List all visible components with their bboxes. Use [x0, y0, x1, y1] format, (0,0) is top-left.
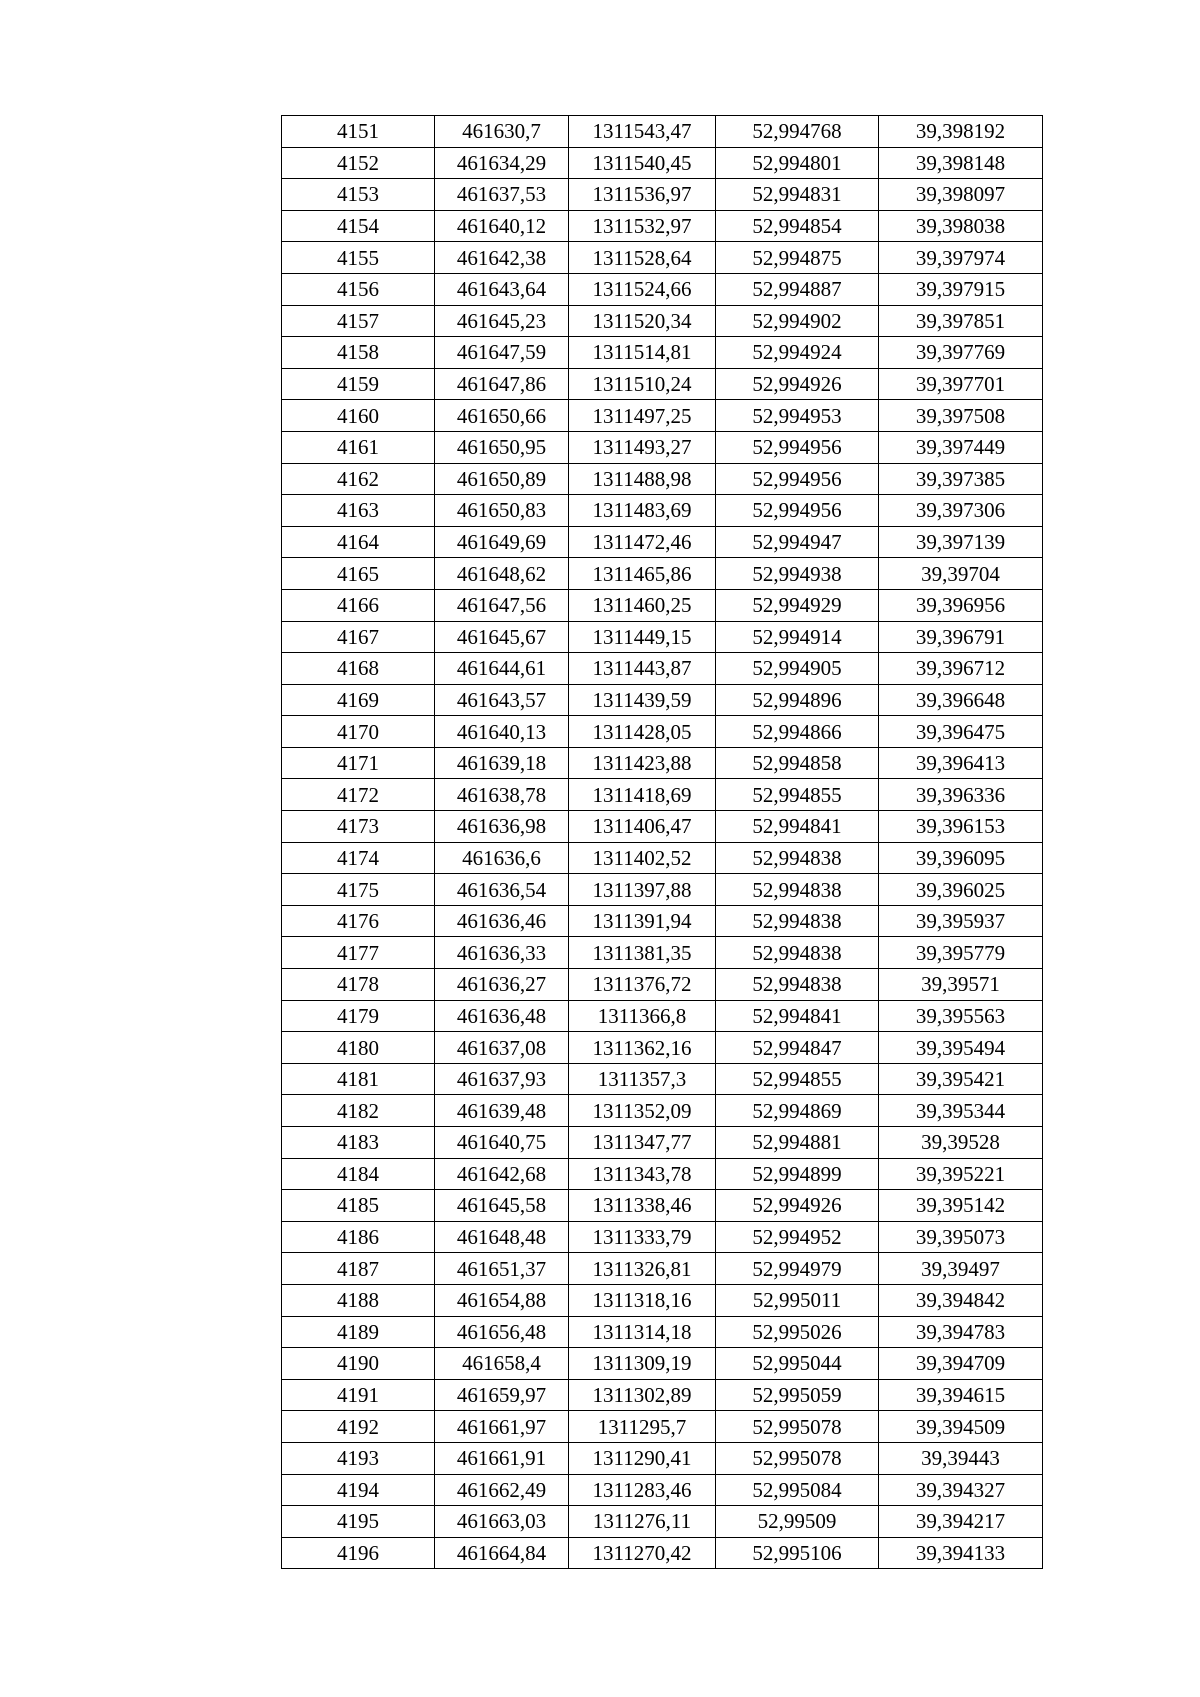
table-row [282, 684, 1043, 716]
cell-point-number: 4160 [282, 400, 435, 432]
cell-longitude: 39,394709 [879, 1348, 1043, 1380]
cell-longitude: 39,39497 [879, 1253, 1043, 1285]
table-row [282, 842, 1043, 874]
cell-x-coordinate: 461662,49 [435, 1474, 569, 1506]
table-row [282, 526, 1043, 558]
cell-y-coordinate: 1311343,78 [569, 1158, 716, 1190]
cell-longitude: 39,394217 [879, 1506, 1043, 1538]
table-row [282, 589, 1043, 621]
cell-point-number: 4180 [282, 1032, 435, 1064]
table-row [282, 1506, 1043, 1538]
cell-latitude: 52,994838 [716, 874, 879, 906]
cell-longitude: 39,396336 [879, 779, 1043, 811]
cell-longitude: 39,39571 [879, 969, 1043, 1001]
table-row [282, 147, 1043, 179]
cell-point-number: 4173 [282, 811, 435, 843]
table-row [282, 747, 1043, 779]
table-row [282, 463, 1043, 495]
cell-y-coordinate: 1311406,47 [569, 811, 716, 843]
cell-y-coordinate: 1311543,47 [569, 116, 716, 148]
cell-x-coordinate: 461640,75 [435, 1127, 569, 1159]
cell-point-number: 4166 [282, 589, 435, 621]
cell-longitude: 39,396712 [879, 653, 1043, 685]
cell-point-number: 4171 [282, 747, 435, 779]
table-row [282, 337, 1043, 369]
cell-y-coordinate: 1311423,88 [569, 747, 716, 779]
cell-y-coordinate: 1311376,72 [569, 969, 716, 1001]
coordinates-table-body [282, 116, 1043, 1569]
table-row [282, 1063, 1043, 1095]
table-row [282, 1284, 1043, 1316]
cell-x-coordinate: 461654,88 [435, 1284, 569, 1316]
cell-point-number: 4192 [282, 1411, 435, 1443]
cell-y-coordinate: 1311443,87 [569, 653, 716, 685]
cell-latitude: 52,994841 [716, 811, 879, 843]
cell-longitude: 39,396153 [879, 811, 1043, 843]
table-row [282, 431, 1043, 463]
cell-x-coordinate: 461649,69 [435, 526, 569, 558]
cell-x-coordinate: 461659,97 [435, 1379, 569, 1411]
cell-y-coordinate: 1311402,52 [569, 842, 716, 874]
cell-point-number: 4165 [282, 558, 435, 590]
table-row [282, 1127, 1043, 1159]
cell-point-number: 4196 [282, 1537, 435, 1569]
cell-point-number: 4183 [282, 1127, 435, 1159]
cell-latitude: 52,995084 [716, 1474, 879, 1506]
cell-y-coordinate: 1311381,35 [569, 937, 716, 969]
cell-latitude: 52,994858 [716, 747, 879, 779]
table-row [282, 242, 1043, 274]
cell-y-coordinate: 1311302,89 [569, 1379, 716, 1411]
cell-point-number: 4155 [282, 242, 435, 274]
cell-y-coordinate: 1311493,27 [569, 431, 716, 463]
cell-longitude: 39,396648 [879, 684, 1043, 716]
cell-longitude: 39,395494 [879, 1032, 1043, 1064]
table-row [282, 811, 1043, 843]
cell-y-coordinate: 1311357,3 [569, 1063, 716, 1095]
table-row [282, 653, 1043, 685]
cell-y-coordinate: 1311338,46 [569, 1190, 716, 1222]
cell-y-coordinate: 1311295,7 [569, 1411, 716, 1443]
cell-longitude: 39,394842 [879, 1284, 1043, 1316]
cell-longitude: 39,395344 [879, 1095, 1043, 1127]
cell-latitude: 52,995106 [716, 1537, 879, 1569]
cell-x-coordinate: 461639,48 [435, 1095, 569, 1127]
table-row [282, 1411, 1043, 1443]
cell-x-coordinate: 461637,93 [435, 1063, 569, 1095]
table-row [282, 874, 1043, 906]
cell-x-coordinate: 461642,68 [435, 1158, 569, 1190]
cell-latitude: 52,995078 [716, 1442, 879, 1474]
cell-x-coordinate: 461634,29 [435, 147, 569, 179]
cell-y-coordinate: 1311326,81 [569, 1253, 716, 1285]
table-row [282, 716, 1043, 748]
cell-point-number: 4151 [282, 116, 435, 148]
cell-latitude: 52,994952 [716, 1221, 879, 1253]
cell-y-coordinate: 1311465,86 [569, 558, 716, 590]
cell-x-coordinate: 461638,78 [435, 779, 569, 811]
cell-longitude: 39,396095 [879, 842, 1043, 874]
cell-latitude: 52,994899 [716, 1158, 879, 1190]
cell-y-coordinate: 1311391,94 [569, 905, 716, 937]
cell-latitude: 52,994924 [716, 337, 879, 369]
cell-y-coordinate: 1311362,16 [569, 1032, 716, 1064]
cell-longitude: 39,397769 [879, 337, 1043, 369]
cell-point-number: 4175 [282, 874, 435, 906]
cell-longitude: 39,39528 [879, 1127, 1043, 1159]
table-row [282, 1095, 1043, 1127]
cell-y-coordinate: 1311497,25 [569, 400, 716, 432]
cell-longitude: 39,39704 [879, 558, 1043, 590]
cell-y-coordinate: 1311314,18 [569, 1316, 716, 1348]
cell-latitude: 52,994847 [716, 1032, 879, 1064]
table-row [282, 558, 1043, 590]
cell-x-coordinate: 461648,48 [435, 1221, 569, 1253]
cell-latitude: 52,994838 [716, 842, 879, 874]
cell-point-number: 4185 [282, 1190, 435, 1222]
cell-x-coordinate: 461645,67 [435, 621, 569, 653]
cell-latitude: 52,995059 [716, 1379, 879, 1411]
coordinates-table [281, 115, 1043, 1569]
cell-point-number: 4158 [282, 337, 435, 369]
cell-x-coordinate: 461664,84 [435, 1537, 569, 1569]
cell-y-coordinate: 1311397,88 [569, 874, 716, 906]
table-row [282, 1474, 1043, 1506]
cell-longitude: 39,395779 [879, 937, 1043, 969]
cell-x-coordinate: 461656,48 [435, 1316, 569, 1348]
cell-longitude: 39,397385 [879, 463, 1043, 495]
cell-x-coordinate: 461643,64 [435, 273, 569, 305]
cell-point-number: 4182 [282, 1095, 435, 1127]
table-row [282, 1253, 1043, 1285]
cell-longitude: 39,397508 [879, 400, 1043, 432]
cell-latitude: 52,994881 [716, 1127, 879, 1159]
cell-latitude: 52,994926 [716, 368, 879, 400]
cell-latitude: 52,994947 [716, 526, 879, 558]
cell-latitude: 52,994887 [716, 273, 879, 305]
cell-y-coordinate: 1311488,98 [569, 463, 716, 495]
table-row [282, 305, 1043, 337]
cell-latitude: 52,994902 [716, 305, 879, 337]
table-row [282, 1537, 1043, 1569]
cell-longitude: 39,397701 [879, 368, 1043, 400]
cell-longitude: 39,396475 [879, 716, 1043, 748]
cell-latitude: 52,994875 [716, 242, 879, 274]
cell-x-coordinate: 461663,03 [435, 1506, 569, 1538]
cell-x-coordinate: 461642,38 [435, 242, 569, 274]
table-row [282, 368, 1043, 400]
cell-longitude: 39,394327 [879, 1474, 1043, 1506]
cell-latitude: 52,994801 [716, 147, 879, 179]
cell-x-coordinate: 461661,97 [435, 1411, 569, 1443]
table-row [282, 116, 1043, 148]
cell-point-number: 4153 [282, 179, 435, 211]
cell-point-number: 4159 [282, 368, 435, 400]
cell-y-coordinate: 1311528,64 [569, 242, 716, 274]
cell-y-coordinate: 1311347,77 [569, 1127, 716, 1159]
cell-point-number: 4154 [282, 210, 435, 242]
cell-y-coordinate: 1311449,15 [569, 621, 716, 653]
table-row [282, 621, 1043, 653]
table-row [282, 179, 1043, 211]
cell-latitude: 52,994768 [716, 116, 879, 148]
cell-point-number: 4179 [282, 1000, 435, 1032]
table-row [282, 969, 1043, 1001]
cell-latitude: 52,995078 [716, 1411, 879, 1443]
table-row [282, 1221, 1043, 1253]
cell-x-coordinate: 461643,57 [435, 684, 569, 716]
cell-x-coordinate: 461647,59 [435, 337, 569, 369]
cell-latitude: 52,994914 [716, 621, 879, 653]
cell-latitude: 52,99509 [716, 1506, 879, 1538]
cell-point-number: 4168 [282, 653, 435, 685]
cell-latitude: 52,995026 [716, 1316, 879, 1348]
cell-x-coordinate: 461636,27 [435, 969, 569, 1001]
cell-y-coordinate: 1311309,19 [569, 1348, 716, 1380]
cell-point-number: 4156 [282, 273, 435, 305]
cell-x-coordinate: 461640,12 [435, 210, 569, 242]
table-row [282, 210, 1043, 242]
cell-longitude: 39,397974 [879, 242, 1043, 274]
table-row [282, 1032, 1043, 1064]
cell-x-coordinate: 461650,83 [435, 495, 569, 527]
cell-x-coordinate: 461650,66 [435, 400, 569, 432]
cell-x-coordinate: 461639,18 [435, 747, 569, 779]
cell-point-number: 4178 [282, 969, 435, 1001]
cell-x-coordinate: 461637,08 [435, 1032, 569, 1064]
cell-y-coordinate: 1311428,05 [569, 716, 716, 748]
cell-y-coordinate: 1311352,09 [569, 1095, 716, 1127]
cell-latitude: 52,994979 [716, 1253, 879, 1285]
cell-longitude: 39,397449 [879, 431, 1043, 463]
cell-x-coordinate: 461644,61 [435, 653, 569, 685]
cell-y-coordinate: 1311483,69 [569, 495, 716, 527]
cell-latitude: 52,994838 [716, 969, 879, 1001]
cell-latitude: 52,994905 [716, 653, 879, 685]
cell-point-number: 4157 [282, 305, 435, 337]
cell-longitude: 39,394615 [879, 1379, 1043, 1411]
cell-point-number: 4163 [282, 495, 435, 527]
cell-point-number: 4189 [282, 1316, 435, 1348]
cell-latitude: 52,994956 [716, 495, 879, 527]
cell-y-coordinate: 1311333,79 [569, 1221, 716, 1253]
cell-y-coordinate: 1311366,8 [569, 1000, 716, 1032]
table-row [282, 1348, 1043, 1380]
cell-y-coordinate: 1311536,97 [569, 179, 716, 211]
cell-point-number: 4169 [282, 684, 435, 716]
cell-latitude: 52,994929 [716, 589, 879, 621]
table-row [282, 273, 1043, 305]
cell-y-coordinate: 1311283,46 [569, 1474, 716, 1506]
cell-y-coordinate: 1311510,24 [569, 368, 716, 400]
cell-point-number: 4186 [282, 1221, 435, 1253]
cell-latitude: 52,994855 [716, 1063, 879, 1095]
cell-longitude: 39,395221 [879, 1158, 1043, 1190]
cell-y-coordinate: 1311514,81 [569, 337, 716, 369]
cell-latitude: 52,994838 [716, 937, 879, 969]
cell-x-coordinate: 461650,89 [435, 463, 569, 495]
cell-point-number: 4177 [282, 937, 435, 969]
cell-longitude: 39,397139 [879, 526, 1043, 558]
cell-longitude: 39,395563 [879, 1000, 1043, 1032]
cell-longitude: 39,394783 [879, 1316, 1043, 1348]
table-row [282, 1158, 1043, 1190]
cell-x-coordinate: 461636,33 [435, 937, 569, 969]
cell-point-number: 4181 [282, 1063, 435, 1095]
cell-x-coordinate: 461648,62 [435, 558, 569, 590]
cell-x-coordinate: 461651,37 [435, 1253, 569, 1285]
cell-point-number: 4187 [282, 1253, 435, 1285]
cell-longitude: 39,394509 [879, 1411, 1043, 1443]
table-row [282, 937, 1043, 969]
cell-x-coordinate: 461636,98 [435, 811, 569, 843]
cell-point-number: 4170 [282, 716, 435, 748]
cell-latitude: 52,994953 [716, 400, 879, 432]
cell-longitude: 39,398192 [879, 116, 1043, 148]
cell-longitude: 39,398148 [879, 147, 1043, 179]
cell-point-number: 4167 [282, 621, 435, 653]
cell-y-coordinate: 1311276,11 [569, 1506, 716, 1538]
cell-latitude: 52,994855 [716, 779, 879, 811]
cell-y-coordinate: 1311418,69 [569, 779, 716, 811]
cell-y-coordinate: 1311270,42 [569, 1537, 716, 1569]
cell-x-coordinate: 461650,95 [435, 431, 569, 463]
table-row [282, 1000, 1043, 1032]
cell-x-coordinate: 461637,53 [435, 179, 569, 211]
table-row [282, 495, 1043, 527]
cell-point-number: 4191 [282, 1379, 435, 1411]
cell-y-coordinate: 1311290,41 [569, 1442, 716, 1474]
cell-longitude: 39,395421 [879, 1063, 1043, 1095]
table-row [282, 1379, 1043, 1411]
table-row [282, 400, 1043, 432]
table-row [282, 779, 1043, 811]
cell-latitude: 52,994854 [716, 210, 879, 242]
cell-x-coordinate: 461630,7 [435, 116, 569, 148]
cell-longitude: 39,395937 [879, 905, 1043, 937]
cell-x-coordinate: 461640,13 [435, 716, 569, 748]
cell-latitude: 52,995044 [716, 1348, 879, 1380]
cell-latitude: 52,994926 [716, 1190, 879, 1222]
cell-longitude: 39,395073 [879, 1221, 1043, 1253]
cell-point-number: 4174 [282, 842, 435, 874]
cell-y-coordinate: 1311460,25 [569, 589, 716, 621]
table-row [282, 905, 1043, 937]
cell-point-number: 4194 [282, 1474, 435, 1506]
cell-latitude: 52,994866 [716, 716, 879, 748]
cell-longitude: 39,396956 [879, 589, 1043, 621]
cell-latitude: 52,994896 [716, 684, 879, 716]
table-row [282, 1190, 1043, 1222]
cell-latitude: 52,995011 [716, 1284, 879, 1316]
cell-point-number: 4164 [282, 526, 435, 558]
cell-x-coordinate: 461636,54 [435, 874, 569, 906]
cell-y-coordinate: 1311318,16 [569, 1284, 716, 1316]
cell-point-number: 4152 [282, 147, 435, 179]
cell-latitude: 52,994841 [716, 1000, 879, 1032]
table-row [282, 1442, 1043, 1474]
cell-latitude: 52,994938 [716, 558, 879, 590]
cell-y-coordinate: 1311439,59 [569, 684, 716, 716]
cell-latitude: 52,994956 [716, 463, 879, 495]
cell-y-coordinate: 1311524,66 [569, 273, 716, 305]
cell-longitude: 39,397851 [879, 305, 1043, 337]
cell-x-coordinate: 461645,58 [435, 1190, 569, 1222]
cell-longitude: 39,395142 [879, 1190, 1043, 1222]
cell-point-number: 4190 [282, 1348, 435, 1380]
cell-point-number: 4188 [282, 1284, 435, 1316]
cell-latitude: 52,994956 [716, 431, 879, 463]
cell-latitude: 52,994831 [716, 179, 879, 211]
cell-longitude: 39,398097 [879, 179, 1043, 211]
cell-longitude: 39,397915 [879, 273, 1043, 305]
cell-y-coordinate: 1311532,97 [569, 210, 716, 242]
cell-point-number: 4193 [282, 1442, 435, 1474]
cell-point-number: 4161 [282, 431, 435, 463]
cell-x-coordinate: 461636,46 [435, 905, 569, 937]
cell-point-number: 4195 [282, 1506, 435, 1538]
cell-y-coordinate: 1311540,45 [569, 147, 716, 179]
table-row [282, 1316, 1043, 1348]
cell-point-number: 4176 [282, 905, 435, 937]
cell-longitude: 39,396025 [879, 874, 1043, 906]
cell-point-number: 4172 [282, 779, 435, 811]
cell-x-coordinate: 461658,4 [435, 1348, 569, 1380]
cell-x-coordinate: 461661,91 [435, 1442, 569, 1474]
cell-longitude: 39,396791 [879, 621, 1043, 653]
cell-longitude: 39,39443 [879, 1442, 1043, 1474]
cell-latitude: 52,994869 [716, 1095, 879, 1127]
cell-point-number: 4184 [282, 1158, 435, 1190]
cell-x-coordinate: 461647,86 [435, 368, 569, 400]
cell-x-coordinate: 461636,6 [435, 842, 569, 874]
cell-x-coordinate: 461647,56 [435, 589, 569, 621]
cell-longitude: 39,398038 [879, 210, 1043, 242]
cell-y-coordinate: 1311472,46 [569, 526, 716, 558]
cell-longitude: 39,394133 [879, 1537, 1043, 1569]
cell-x-coordinate: 461636,48 [435, 1000, 569, 1032]
cell-x-coordinate: 461645,23 [435, 305, 569, 337]
cell-point-number: 4162 [282, 463, 435, 495]
cell-longitude: 39,396413 [879, 747, 1043, 779]
cell-y-coordinate: 1311520,34 [569, 305, 716, 337]
cell-longitude: 39,397306 [879, 495, 1043, 527]
cell-latitude: 52,994838 [716, 905, 879, 937]
